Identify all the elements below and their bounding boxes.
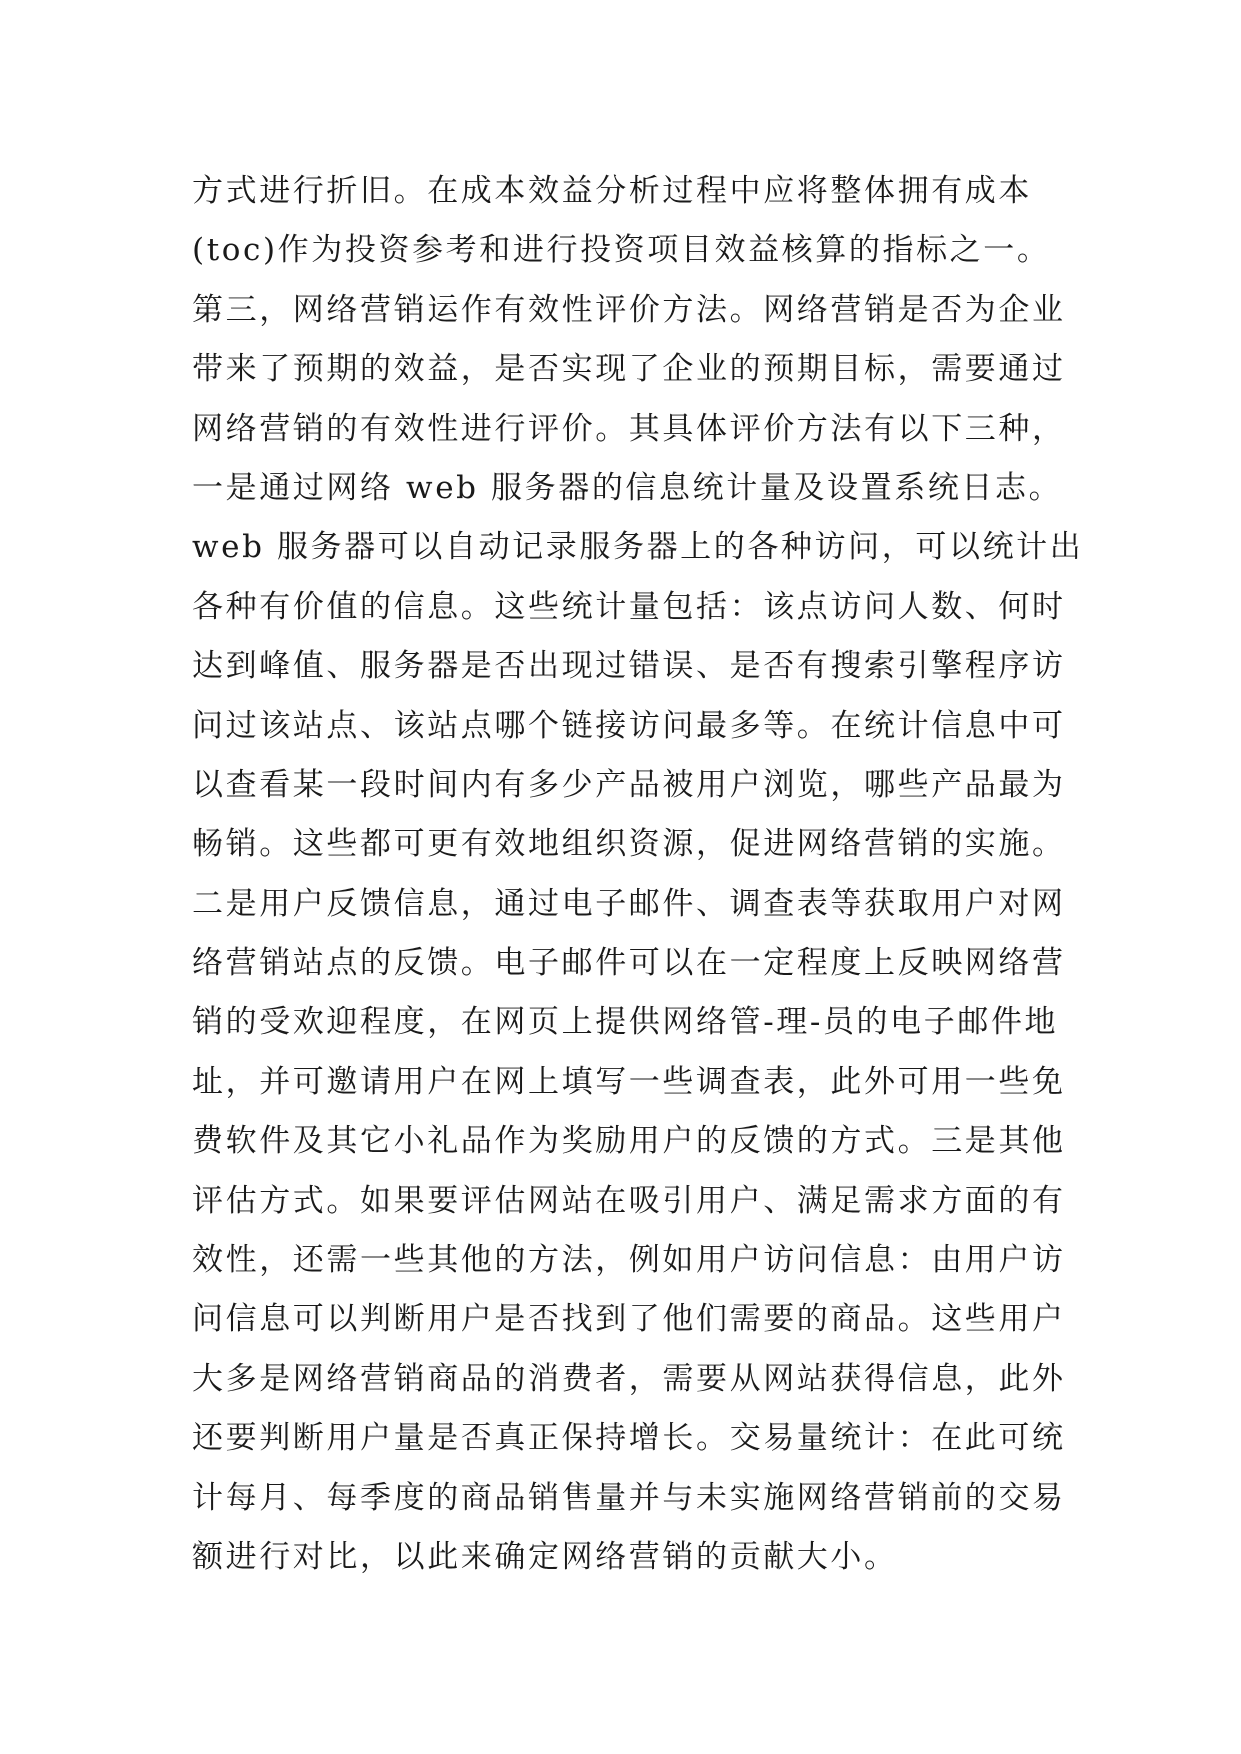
text-line-2: (toc)作为投资参考和进行投资项目效益核算的指标之一。 <box>192 232 1051 269</box>
text-line-20: 问信息可以判断用户是否找到了他们需要的商品。这些用户 <box>192 1301 1066 1338</box>
text-line-9: 达到峰值、服务器是否出现过错误、是否有搜索引擎程序访 <box>192 648 1066 685</box>
text-line-16: 址，并可邀请用户在网上填写一些调查表，此外可用一些免 <box>192 1063 1066 1100</box>
text-line-19: 效性，还需一些其他的方法，例如用户访问信息：由用户访 <box>192 1242 1066 1279</box>
text-line-1: 方式进行折旧。在成本效益分析过程中应将整体拥有成本 <box>192 173 1032 209</box>
text-line-12: 畅销。这些都可更有效地组织资源，促进网络营销的实施。 <box>192 826 1066 863</box>
text-line-22: 还要判断用户量是否真正保持增长。交易量统计：在此可统 <box>192 1420 1066 1457</box>
text-line-8: 各种有价值的信息。这些统计量包括：该点访问人数、何时 <box>192 588 1066 625</box>
text-line-10: 问过该站点、该站点哪个链接访问最多等。在统计信息中可 <box>192 707 1066 744</box>
body-text <box>192 162 1084 1587</box>
text-line-14: 络营销站点的反馈。电子邮件可以在一定程度上反映网络营 <box>192 945 1066 982</box>
text-line-5: 网络营销的有效性进行评价。其具体评价方法有以下三种， <box>192 410 1066 447</box>
text-line-15: 销的受欢迎程度，在网页上提供网络管-理-员的电子邮件地 <box>192 1004 1059 1041</box>
text-line-6: 一是通过网络 web 服务器的信息统计量及设置系统日志。 <box>192 469 1063 506</box>
text-line-18: 评估方式。如果要评估网站在吸引用户、满足需求方面的有 <box>192 1182 1066 1219</box>
text-line-24: 额进行对比，以此来确定网络营销的贡献大小。 <box>192 1538 898 1575</box>
text-line-4: 带来了预期的效益，是否实现了企业的预期目标，需要通过 <box>192 351 1066 388</box>
text-line-23: 计每月、每季度的商品销售量并与未实施网络营销前的交易 <box>192 1479 1066 1516</box>
text-line-7: web 服务器可以自动记录服务器上的各种访问，可以统计出 <box>192 529 1084 566</box>
text-line-3: 第三，网络营销运作有效性评价方法。网络营销是否为企业 <box>192 291 1066 328</box>
text-line-13: 二是用户反馈信息，通过电子邮件、调查表等获取用户对网 <box>192 885 1066 922</box>
text-line-11: 以查看某一段时间内有多少产品被用户浏览，哪些产品最为 <box>192 766 1066 803</box>
text-line-21: 大多是网络营销商品的消费者，需要从网站获得信息，此外 <box>192 1360 1066 1397</box>
text-line-17: 费软件及其它小礼品作为奖励用户的反馈的方式。三是其他 <box>192 1123 1066 1160</box>
